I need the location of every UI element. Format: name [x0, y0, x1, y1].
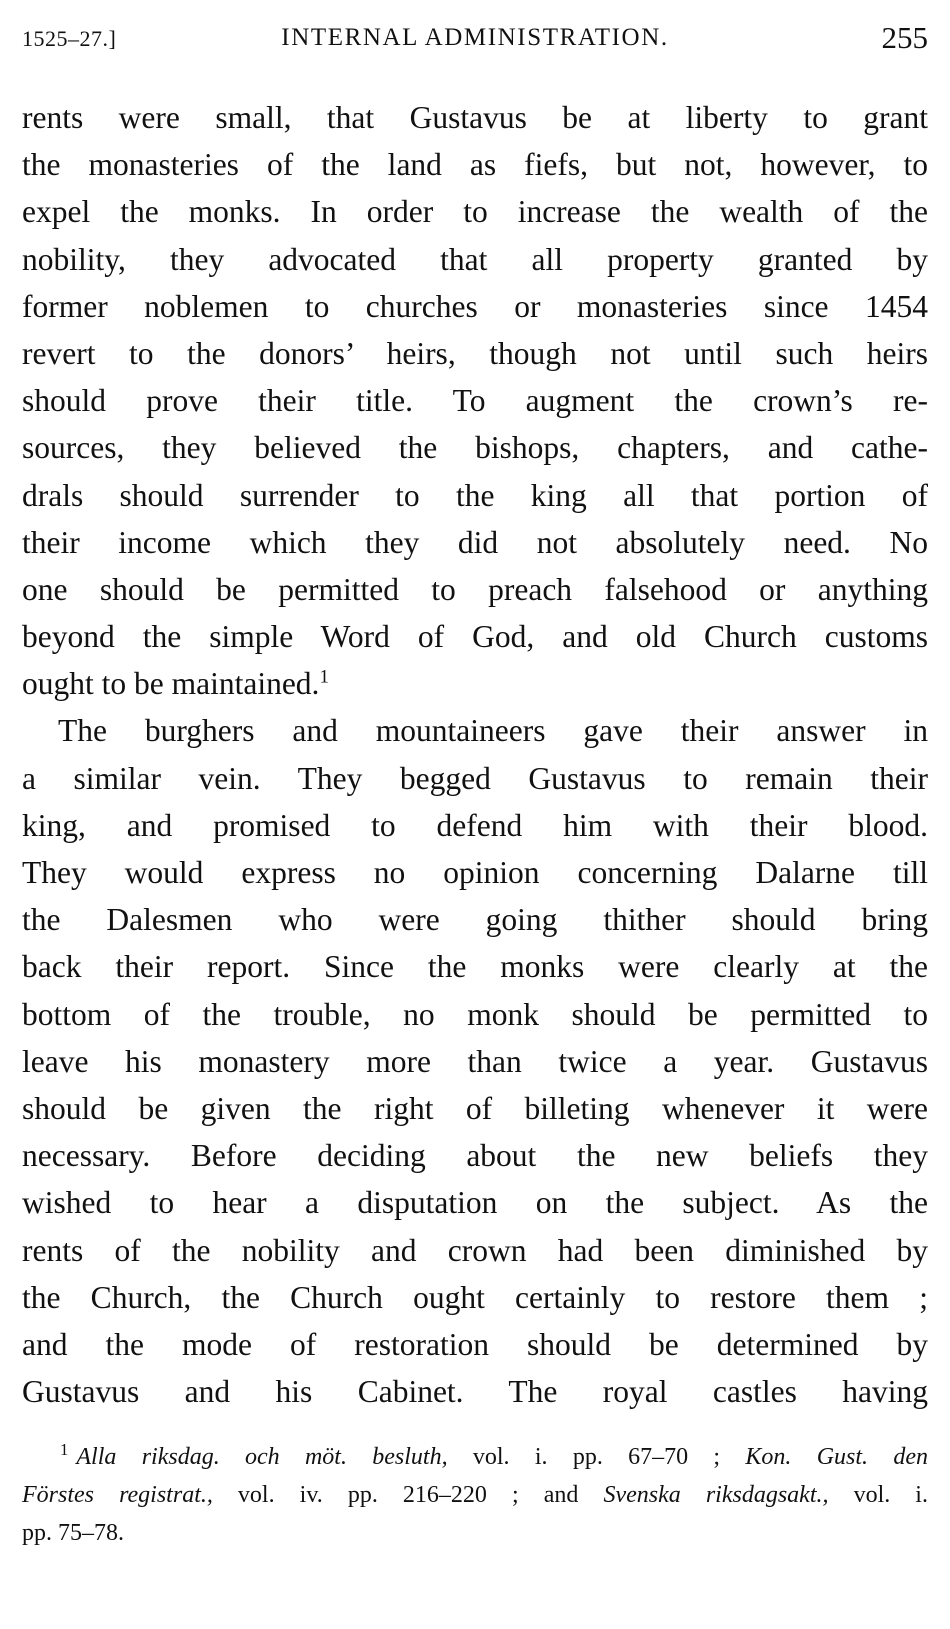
- text-line: necessary. Before deciding about the new beliefs they: [22, 1138, 928, 1174]
- footnote-block: [22, 1438, 928, 1552]
- text-line: the Church, the Church ought certainly to restore them ;: [22, 1279, 928, 1315]
- text-line: a similar vein. They begged Gustavus to remain their: [22, 760, 928, 796]
- text-line: bottom of the trouble, no monk should be permitted to: [22, 996, 928, 1032]
- footnote-citation-title: Alla riksdag. och möt. besluth,: [76, 1444, 448, 1470]
- footnote-line: [22, 1476, 928, 1514]
- footnote-reference: 1: [319, 666, 329, 688]
- text-line: and the mode of restoration should be determined by: [22, 1326, 928, 1362]
- text-line: their income which they did not absolutely need. No: [22, 524, 928, 560]
- footnote-citation-title: Kon. Gust. den: [745, 1444, 928, 1470]
- text-line: should prove their title. To augment the crown’s re-: [22, 383, 928, 419]
- footnote-citation-text: vol. i. pp. 67–70 ;: [447, 1444, 746, 1470]
- text-line: rents were small, that Gustavus be at liberty to grant: [22, 100, 928, 135]
- text-line: rents of the nobility and crown had been diminished by: [22, 1232, 928, 1268]
- text-line: They would express no opinion concerning Dalarne till: [22, 855, 928, 890]
- header-date-range: 1525–27.]: [22, 26, 117, 51]
- text-line: expel the monks. In order to increase the wealth of the: [22, 194, 928, 230]
- text-line: the monasteries of the land as fiefs, but not, however, to: [22, 147, 928, 183]
- footnote-marker: 1: [60, 1440, 69, 1459]
- text-line: the Dalesmen who were going thither should bring: [22, 902, 928, 938]
- main-text: [22, 94, 928, 1415]
- text-line-with-footnote-ref: [22, 660, 928, 707]
- text-line: wished to hear a disputation on the subject. As the: [22, 1185, 928, 1221]
- text-line: Gustavus and his Cabinet. The royal castles having: [22, 1374, 928, 1410]
- text-line: king, and promised to defend him with their blood.: [22, 807, 928, 843]
- header-chapter-title: INTERNAL ADMINISTRATION.: [281, 24, 669, 51]
- footnote-citation-title: Förstes registrat.,: [22, 1482, 213, 1508]
- text-line: nobility, they advocated that all property granted by: [22, 241, 928, 277]
- footnote-line: [22, 1438, 928, 1476]
- footnote-citation-text: vol. iv. pp. 216–220 ; and: [212, 1482, 604, 1508]
- text-line: revert to the donors’ heirs, though not until such heirs: [22, 335, 928, 371]
- running-header: [22, 20, 928, 60]
- text-line: back their report. Since the monks were clearly at the: [22, 949, 928, 985]
- text-line: beyond the simple Word of God, and old Church customs: [22, 619, 928, 655]
- footnote-citation-title: Svenska riksdagsakt.,: [603, 1482, 829, 1508]
- footnote-citation-text: vol. i.: [828, 1482, 928, 1508]
- paragraph-first-line: The burghers and mountaineers gave their answer in: [58, 713, 928, 749]
- text-line: one should be permitted to preach falsehood or anything: [22, 571, 928, 607]
- text-line: drals should surrender to the king all that portion of: [22, 477, 928, 513]
- text-line: former noblemen to churches or monasteries since 1454: [22, 288, 928, 324]
- text-line: ought to be maintained.: [22, 666, 320, 702]
- page-number: 255: [881, 20, 928, 55]
- footnote-line: pp. 75–78.: [22, 1520, 124, 1546]
- text-line: should be given the right of billeting whenever it were: [22, 1090, 928, 1126]
- text-line: sources, they believed the bishops, chapters, and cathe-: [22, 430, 928, 466]
- text-line: leave his monastery more than twice a year. Gustavus: [22, 1043, 928, 1079]
